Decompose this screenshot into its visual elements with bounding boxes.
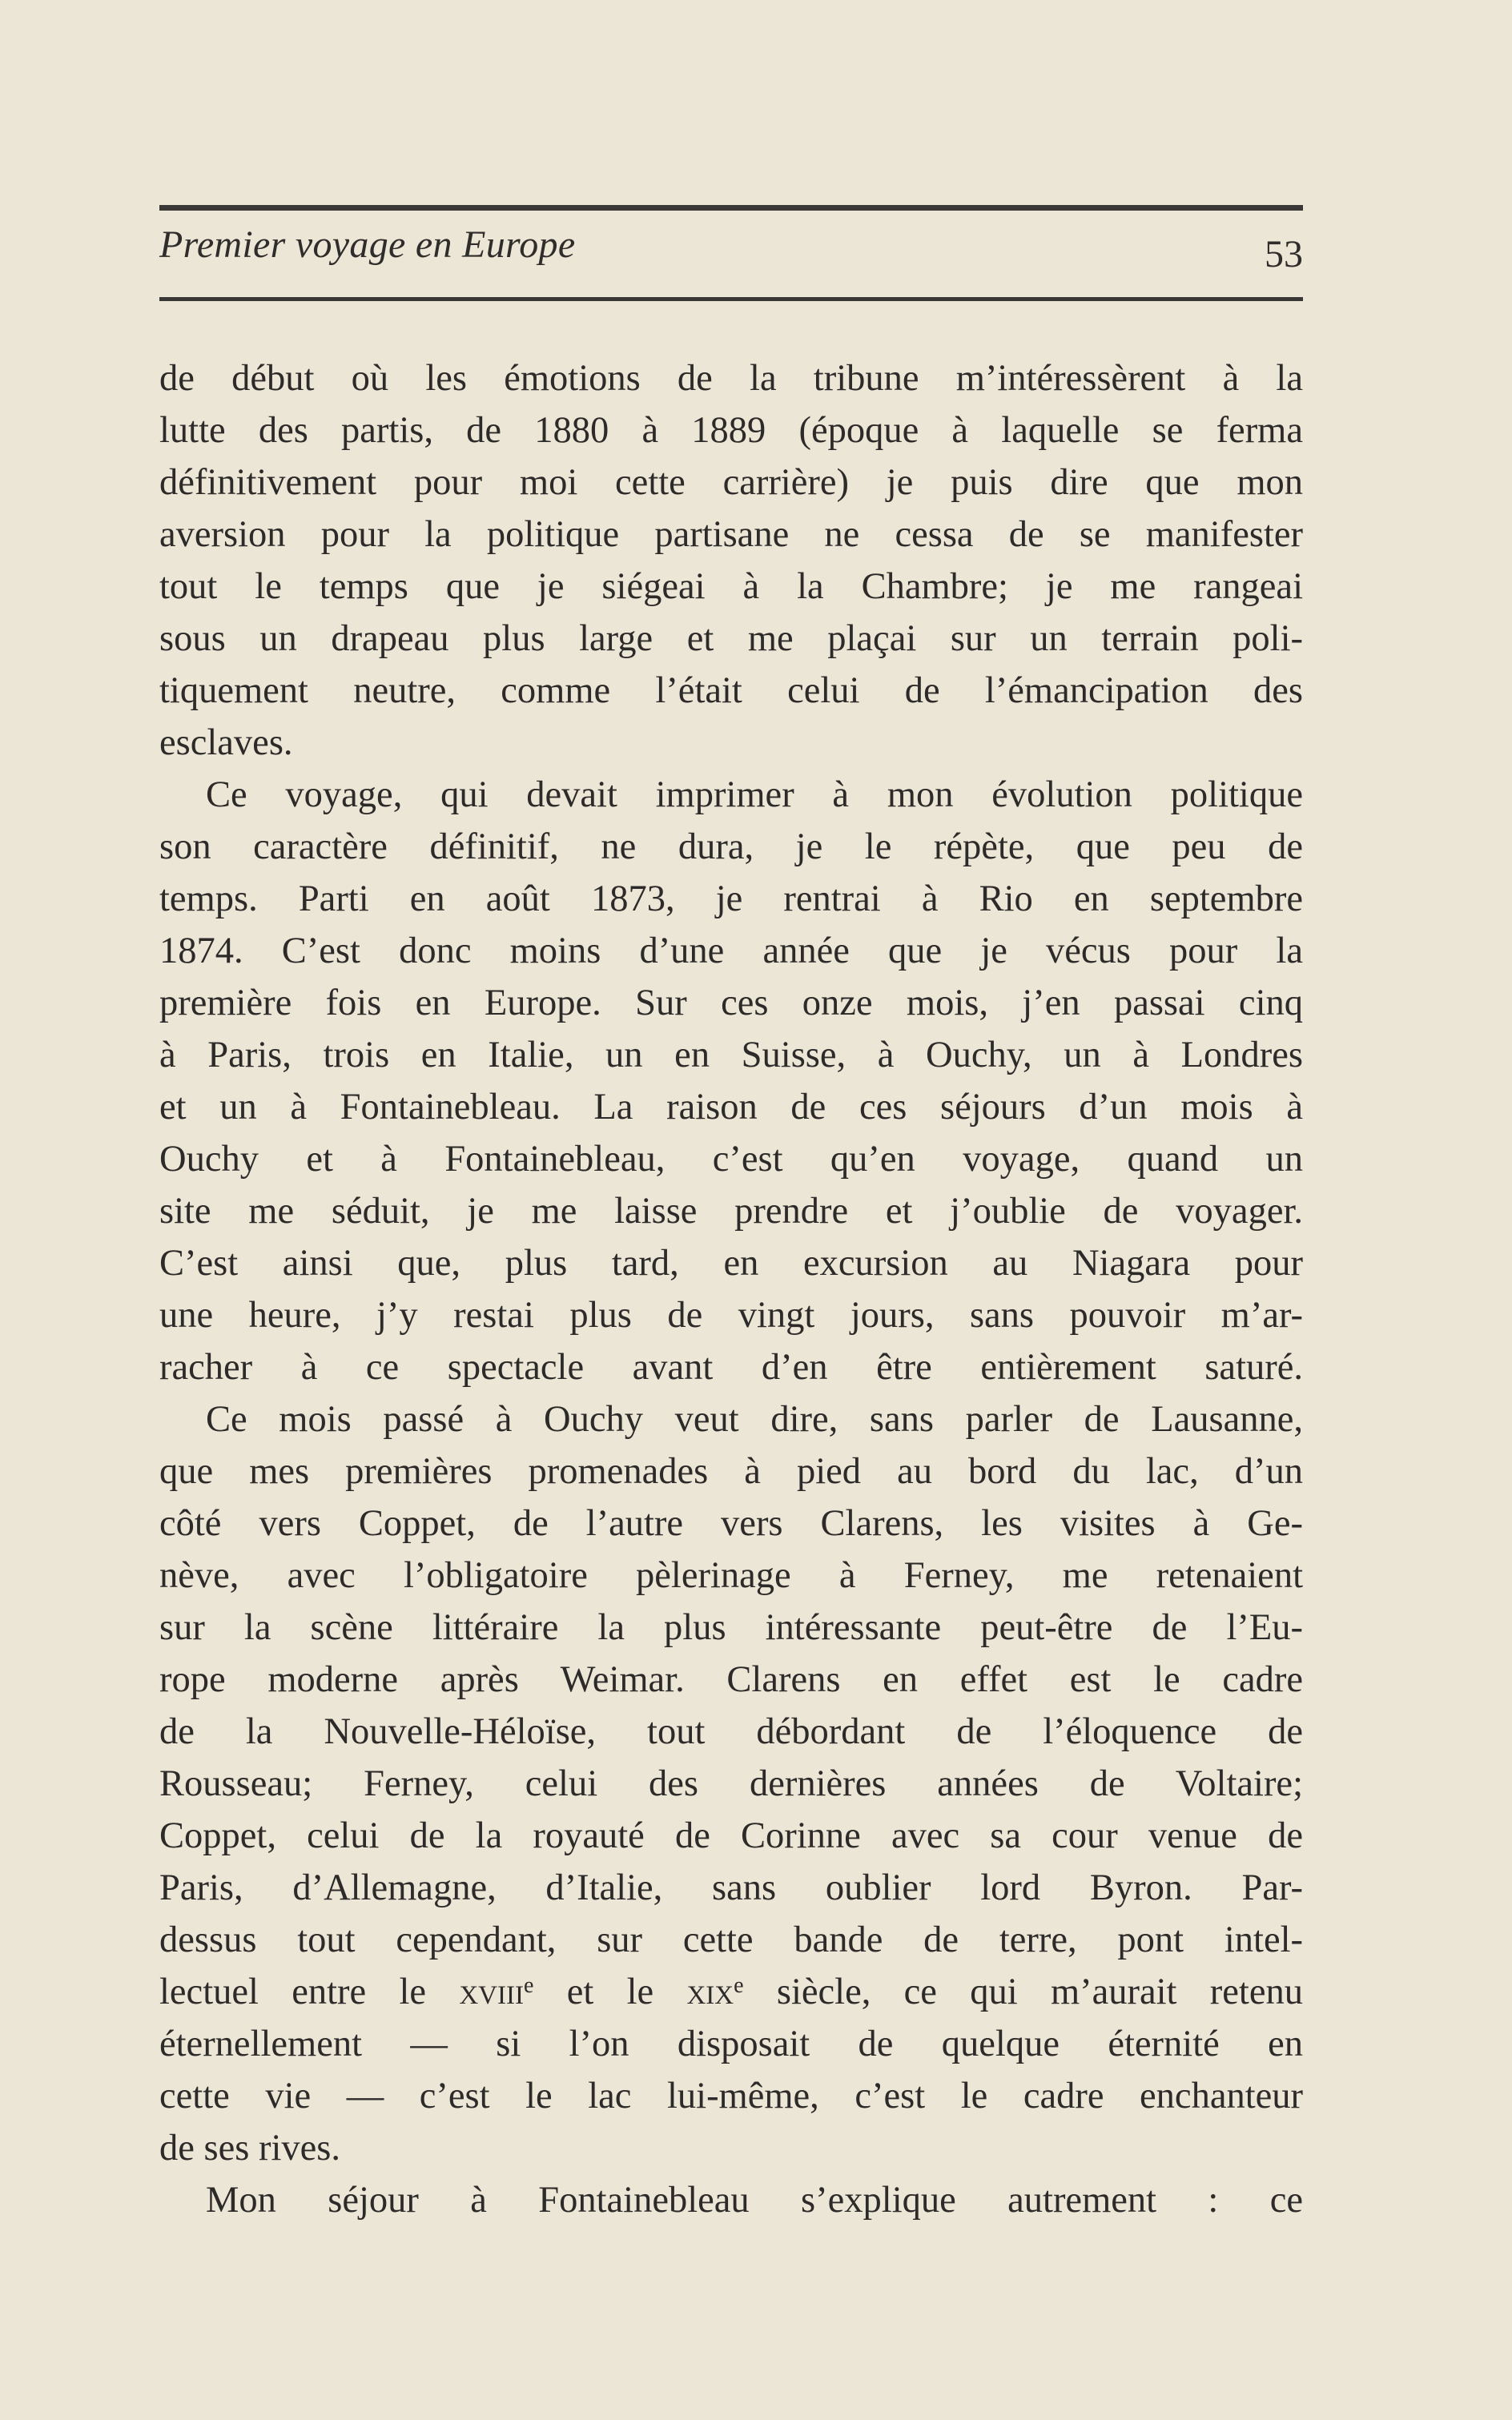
text-line-with-centuries	[159, 1966, 1303, 2018]
superscript: e	[734, 1973, 744, 1998]
running-title: Premier voyage en Europe	[159, 223, 576, 266]
paragraph-start-line: Ce voyage, qui devait imprimer à mon évolution politique	[206, 774, 1303, 815]
body-text	[159, 352, 1303, 2226]
text-line: de la Nouvelle-Héloïse, tout débordant de l’éloquence de	[159, 1711, 1303, 1752]
header-rule-top	[159, 205, 1303, 211]
text-line: tiquement neutre, comme l’était celui de l’émancipation des	[159, 670, 1303, 711]
text-line: Coppet, celui de la royauté de Corinne avec sa cour venue de	[159, 1815, 1303, 1856]
text-line: cette vie — c’est le lac lui-même, c’est le cadre enchanteur	[159, 2076, 1303, 2116]
text-line: rope moderne après Weimar. Clarens en effet est le cadre	[159, 1659, 1303, 1700]
text-line: sous un drapeau plus large et me plaçai sur un terrain poli-	[159, 618, 1303, 659]
text-line: dessus tout cependant, sur cette bande de terre, pont intel-	[159, 1920, 1303, 1960]
page-number: 53	[1265, 233, 1303, 275]
text-line: Ouchy et à Fontainebleau, c’est qu’en voyage, quand un	[159, 1139, 1303, 1180]
paragraph-start-line: Mon séjour à Fontainebleau s’explique autrement : ce	[206, 2180, 1303, 2221]
text-line: C’est ainsi que, plus tard, en excursion au Niagara pour	[159, 1243, 1303, 1284]
text-line: 1874. C’est donc moins d’une année que je vécus pour la	[159, 931, 1303, 971]
text-line: côté vers Coppet, de l’autre vers Clarens, les visites à Ge-	[159, 1503, 1303, 1544]
text-line: définitivement pour moi cette carrière) je puis dire que mon	[159, 462, 1303, 503]
text-line: première fois en Europe. Sur ces onze mois, j’en passai cinq	[159, 983, 1303, 1023]
text-line: temps. Parti en août 1873, je rentrai à Rio en septembre	[159, 878, 1303, 919]
text-line: et un à Fontainebleau. La raison de ces séjours d’un mois à	[159, 1087, 1303, 1128]
line-segment: siècle, ce qui m’aurait retenu	[743, 1972, 1303, 2012]
text-line: une heure, j’y restai plus de vingt jours, sans pouvoir m’ar-	[159, 1295, 1303, 1336]
text-line: site me séduit, je me laisse prendre et j’oublie de voyager.	[159, 1191, 1303, 1232]
superscript: e	[523, 1973, 534, 1998]
text-line: nève, avec l’obligatoire pèlerinage à Ferney, me retenaient	[159, 1555, 1303, 1596]
text-line: que mes premières promenades à pied au bord du lac, d’un	[159, 1451, 1303, 1492]
line-segment: lectuel entre le	[159, 1972, 460, 2012]
text-line: de ses rives.	[159, 2128, 340, 2169]
century-numeral: xix	[686, 1972, 734, 2012]
text-line: aversion pour la politique partisane ne cessa de se manifester	[159, 514, 1303, 555]
line-segment: et le	[533, 1972, 687, 2012]
text-line: sur la scène littéraire la plus intéressante peut-être de l’Eu-	[159, 1607, 1303, 1648]
text-line: Rousseau; Ferney, celui des dernières années de Voltaire;	[159, 1763, 1303, 1804]
text-line: esclaves.	[159, 722, 293, 763]
paragraph-start-line: Ce mois passé à Ouchy veut dire, sans parler de Lausanne,	[206, 1399, 1303, 1440]
text-line: à Paris, trois en Italie, un en Suisse, à Ouchy, un à Londres	[159, 1035, 1303, 1075]
header-rule-bottom	[159, 297, 1303, 301]
text-line: tout le temps que je siégeai à la Chambre; je me rangeai	[159, 566, 1303, 607]
text-line: éternellement — si l’on disposait de quelque éternité en	[159, 2024, 1303, 2064]
century-numeral: xviii	[459, 1972, 524, 2012]
text-line: son caractère définitif, ne dura, je le répète, que peu de	[159, 826, 1303, 867]
text-line: de début où les émotions de la tribune m’intéressèrent à la	[159, 358, 1303, 399]
text-line: lutte des partis, de 1880 à 1889 (époque à laquelle se ferma	[159, 410, 1303, 451]
text-line: racher à ce spectacle avant d’en être entièrement saturé.	[159, 1347, 1303, 1388]
text-line: Paris, d’Allemagne, d’Italie, sans oublier lord Byron. Par-	[159, 1867, 1303, 1908]
